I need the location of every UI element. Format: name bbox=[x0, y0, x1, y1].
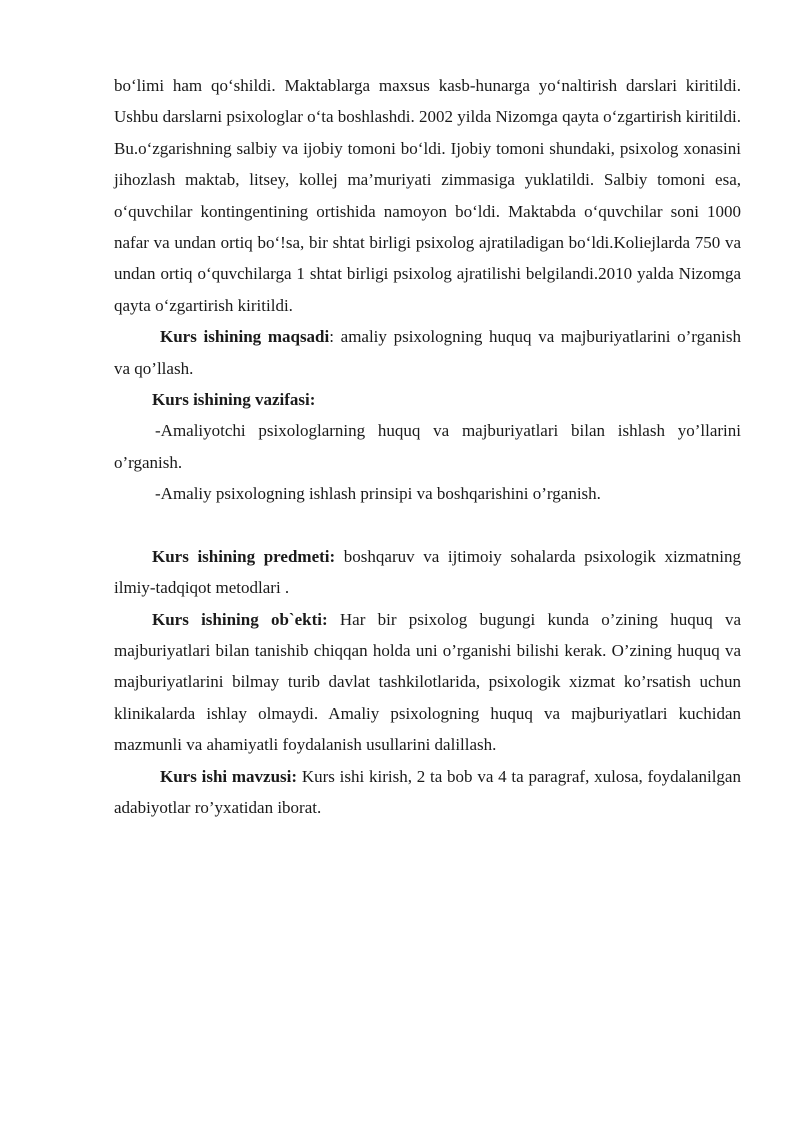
predmeti-paragraph bbox=[114, 541, 741, 604]
vazifasi-heading bbox=[114, 384, 741, 415]
obekti-paragraph bbox=[114, 604, 741, 761]
mavzusi-paragraph bbox=[114, 761, 741, 824]
predmeti-label: Kurs ishining predmeti: bbox=[152, 546, 336, 566]
maqsad-text: : amaliy psixologning huquq va majburiyatlarini o’rganish va qo’llash. bbox=[114, 327, 742, 378]
document-page bbox=[114, 70, 741, 823]
obekti-label: Kurs ishining ob`ekti: bbox=[152, 609, 328, 629]
maqsad-label: Kurs ishining maqsadi bbox=[160, 327, 330, 347]
mavzusi-text: Kurs ishi kirish, 2 ta bob va 4 ta paragraf, xulosa, foydalanilgan adabiyotlar ro’yxatidan iborat. bbox=[114, 766, 741, 817]
predmeti-text: boshqaruv va ijtimoiy sohalarda psixologik xizmatning ilmiy-tadqiqot metodlari . bbox=[114, 546, 741, 598]
intro-paragraph: bo‘limi ham qo‘shildi. Maktablarga maxsus kasb-hunarga yo‘naltirish darslari kiritildi. Ushbu darslarni psixologlar o‘ta boshlashdi. 2002 yilda Nizomga qayta o‘zgartirish kiritildi. Bu.o‘zgarishning salbiy va ijobiy tomoni bo‘ldi. Ijobiy tomoni shundaki, psixolog xonasini jihozlash maktab, litsey, kollej ma’muriyati zimmasiga yuklatildi. Salbiy tomoni esa, o‘quvchilar kontingentining ortishida namoyon bo‘ldi. Maktabda o‘quvchilar soni 1000 nafar va undan ortiq bo‘!sa, bir shtat birligi psixolog ajratiladigan bo‘ldi.Koliejlarda 750 va undan ortiq o‘quvchilarga 1 shtat birligi psixolog ajratilishi belgilandi.2010 yalda Nizomga qayta o‘zgartirish kiritildi. bbox=[114, 76, 741, 315]
vazifasi-label: Kurs ishining vazifasi: bbox=[152, 390, 316, 410]
maqsad-paragraph bbox=[114, 321, 741, 384]
blank-line bbox=[114, 510, 741, 541]
vazifasi-item: -Amaliy psixologning ishlash prinsipi va boshqarishini o’rganish. bbox=[155, 484, 601, 504]
mavzusi-label: Kurs ishi mavzusi: bbox=[160, 766, 298, 786]
vazifasi-item: -Amaliyotchi psixologlarning huquq va majburiyatlari bilan ishlash yo’llarini o’rganish. bbox=[114, 421, 741, 472]
obekti-text: Har bir psixolog bugungi kunda o’zining huquq va majburiyatlari bilan tanishib chiqqan holda uni o’rganishi bilishi kerak. O’zining huquq va majburiyatlarini bilmay turib davlat tashkilotlarida, psixologik xizmat ko’rsatish uchun klinikalarda ishlay olmaydi. Amaliy psixologning huquq va majburiyatlari kuchidan mazmunli va ahamiyatli foydalanish usullarini dalillash. bbox=[114, 609, 741, 755]
